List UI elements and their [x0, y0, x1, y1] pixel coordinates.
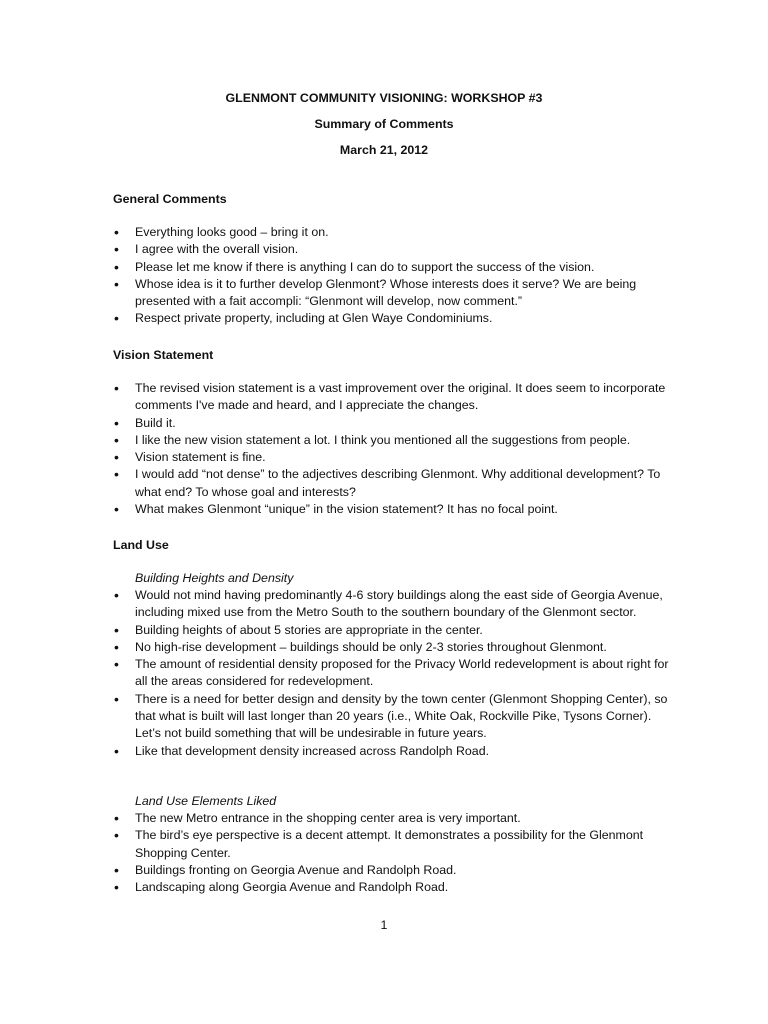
list-item: • Building heights of about 5 stories are appropriate in the center.: [113, 622, 673, 639]
document-subtitle: Summary of Comments: [314, 117, 454, 131]
vision-statement-list: [113, 380, 673, 518]
list-item: • Everything looks good – bring it on.: [113, 224, 673, 241]
list-item: • Whose idea is it to further develop Glenmont? Whose interests does it serve? We are being presented with a fait accompli: “Glenmont will develop, now comment.”: [113, 276, 673, 311]
list-item: • There is a need for better design and density by the town center (Glenmont Shopping Center), so that what is built will last longer than 20 years (i.e., White Oak, Rockville Pike, Tysons Corner). Let’s not build something that will be undesirable in future years.: [113, 691, 673, 743]
document-title: GLENMONT COMMUNITY VISIONING: WORKSHOP #3: [225, 91, 543, 105]
land-use-liked-list: [113, 810, 673, 896]
list-item: • I agree with the overall vision.: [113, 241, 673, 258]
list-item: • The new Metro entrance in the shopping center area is very important.: [113, 810, 673, 827]
document-date: March 21, 2012: [339, 143, 429, 157]
list-item: • The amount of residential density proposed for the Privacy World redevelopment is about right for all the areas considered for redevelopment.: [113, 656, 673, 691]
list-item: • Vision statement is fine.: [113, 449, 673, 466]
list-item: • The bird’s eye perspective is a decent attempt. It demonstrates a possibility for the Glenmont Shopping Center.: [113, 827, 673, 862]
general-comments-list: [113, 224, 673, 328]
list-item: • Landscaping along Georgia Avenue and Randolph Road.: [113, 879, 673, 896]
list-item: • Please let me know if there is anything I can do to support the success of the vision.: [113, 259, 673, 276]
subheading-land-use-liked: Land Use Elements Liked: [135, 794, 277, 808]
list-item: • What makes Glenmont “unique” in the vision statement? It has no focal point.: [113, 501, 673, 518]
list-item: • Would not mind having predominantly 4-6 story buildings along the east side of Georgia Avenue, including mixed use from the Metro South to the southern boundary of the Glenmont sector.: [113, 587, 673, 622]
list-item: • The revised vision statement is a vast improvement over the original. It does seem to incorporate comments I've made and heard, and I appreciate the changes.: [113, 380, 673, 415]
list-item: • Respect private property, including at Glen Waye Condominiums.: [113, 310, 673, 327]
list-item: • Like that development density increased across Randolph Road.: [113, 743, 673, 760]
list-item: • Build it.: [113, 415, 673, 432]
section-heading-general: General Comments: [113, 192, 227, 206]
page-number: 1: [380, 918, 388, 932]
list-item: • I like the new vision statement a lot. I think you mentioned all the suggestions from people.: [113, 432, 673, 449]
subheading-building-heights: Building Heights and Density: [135, 571, 294, 585]
list-item: • No high-rise development – buildings should be only 2-3 stories throughout Glenmont.: [113, 639, 673, 656]
list-item: • I would add “not dense” to the adjectives describing Glenmont. Why additional development? To what end? To whose goal and interests?: [113, 466, 673, 501]
list-item: • Buildings fronting on Georgia Avenue and Randolph Road.: [113, 862, 673, 879]
section-heading-land-use: Land Use: [113, 538, 169, 552]
section-heading-vision: Vision Statement: [113, 348, 214, 362]
building-heights-list: [113, 587, 673, 760]
